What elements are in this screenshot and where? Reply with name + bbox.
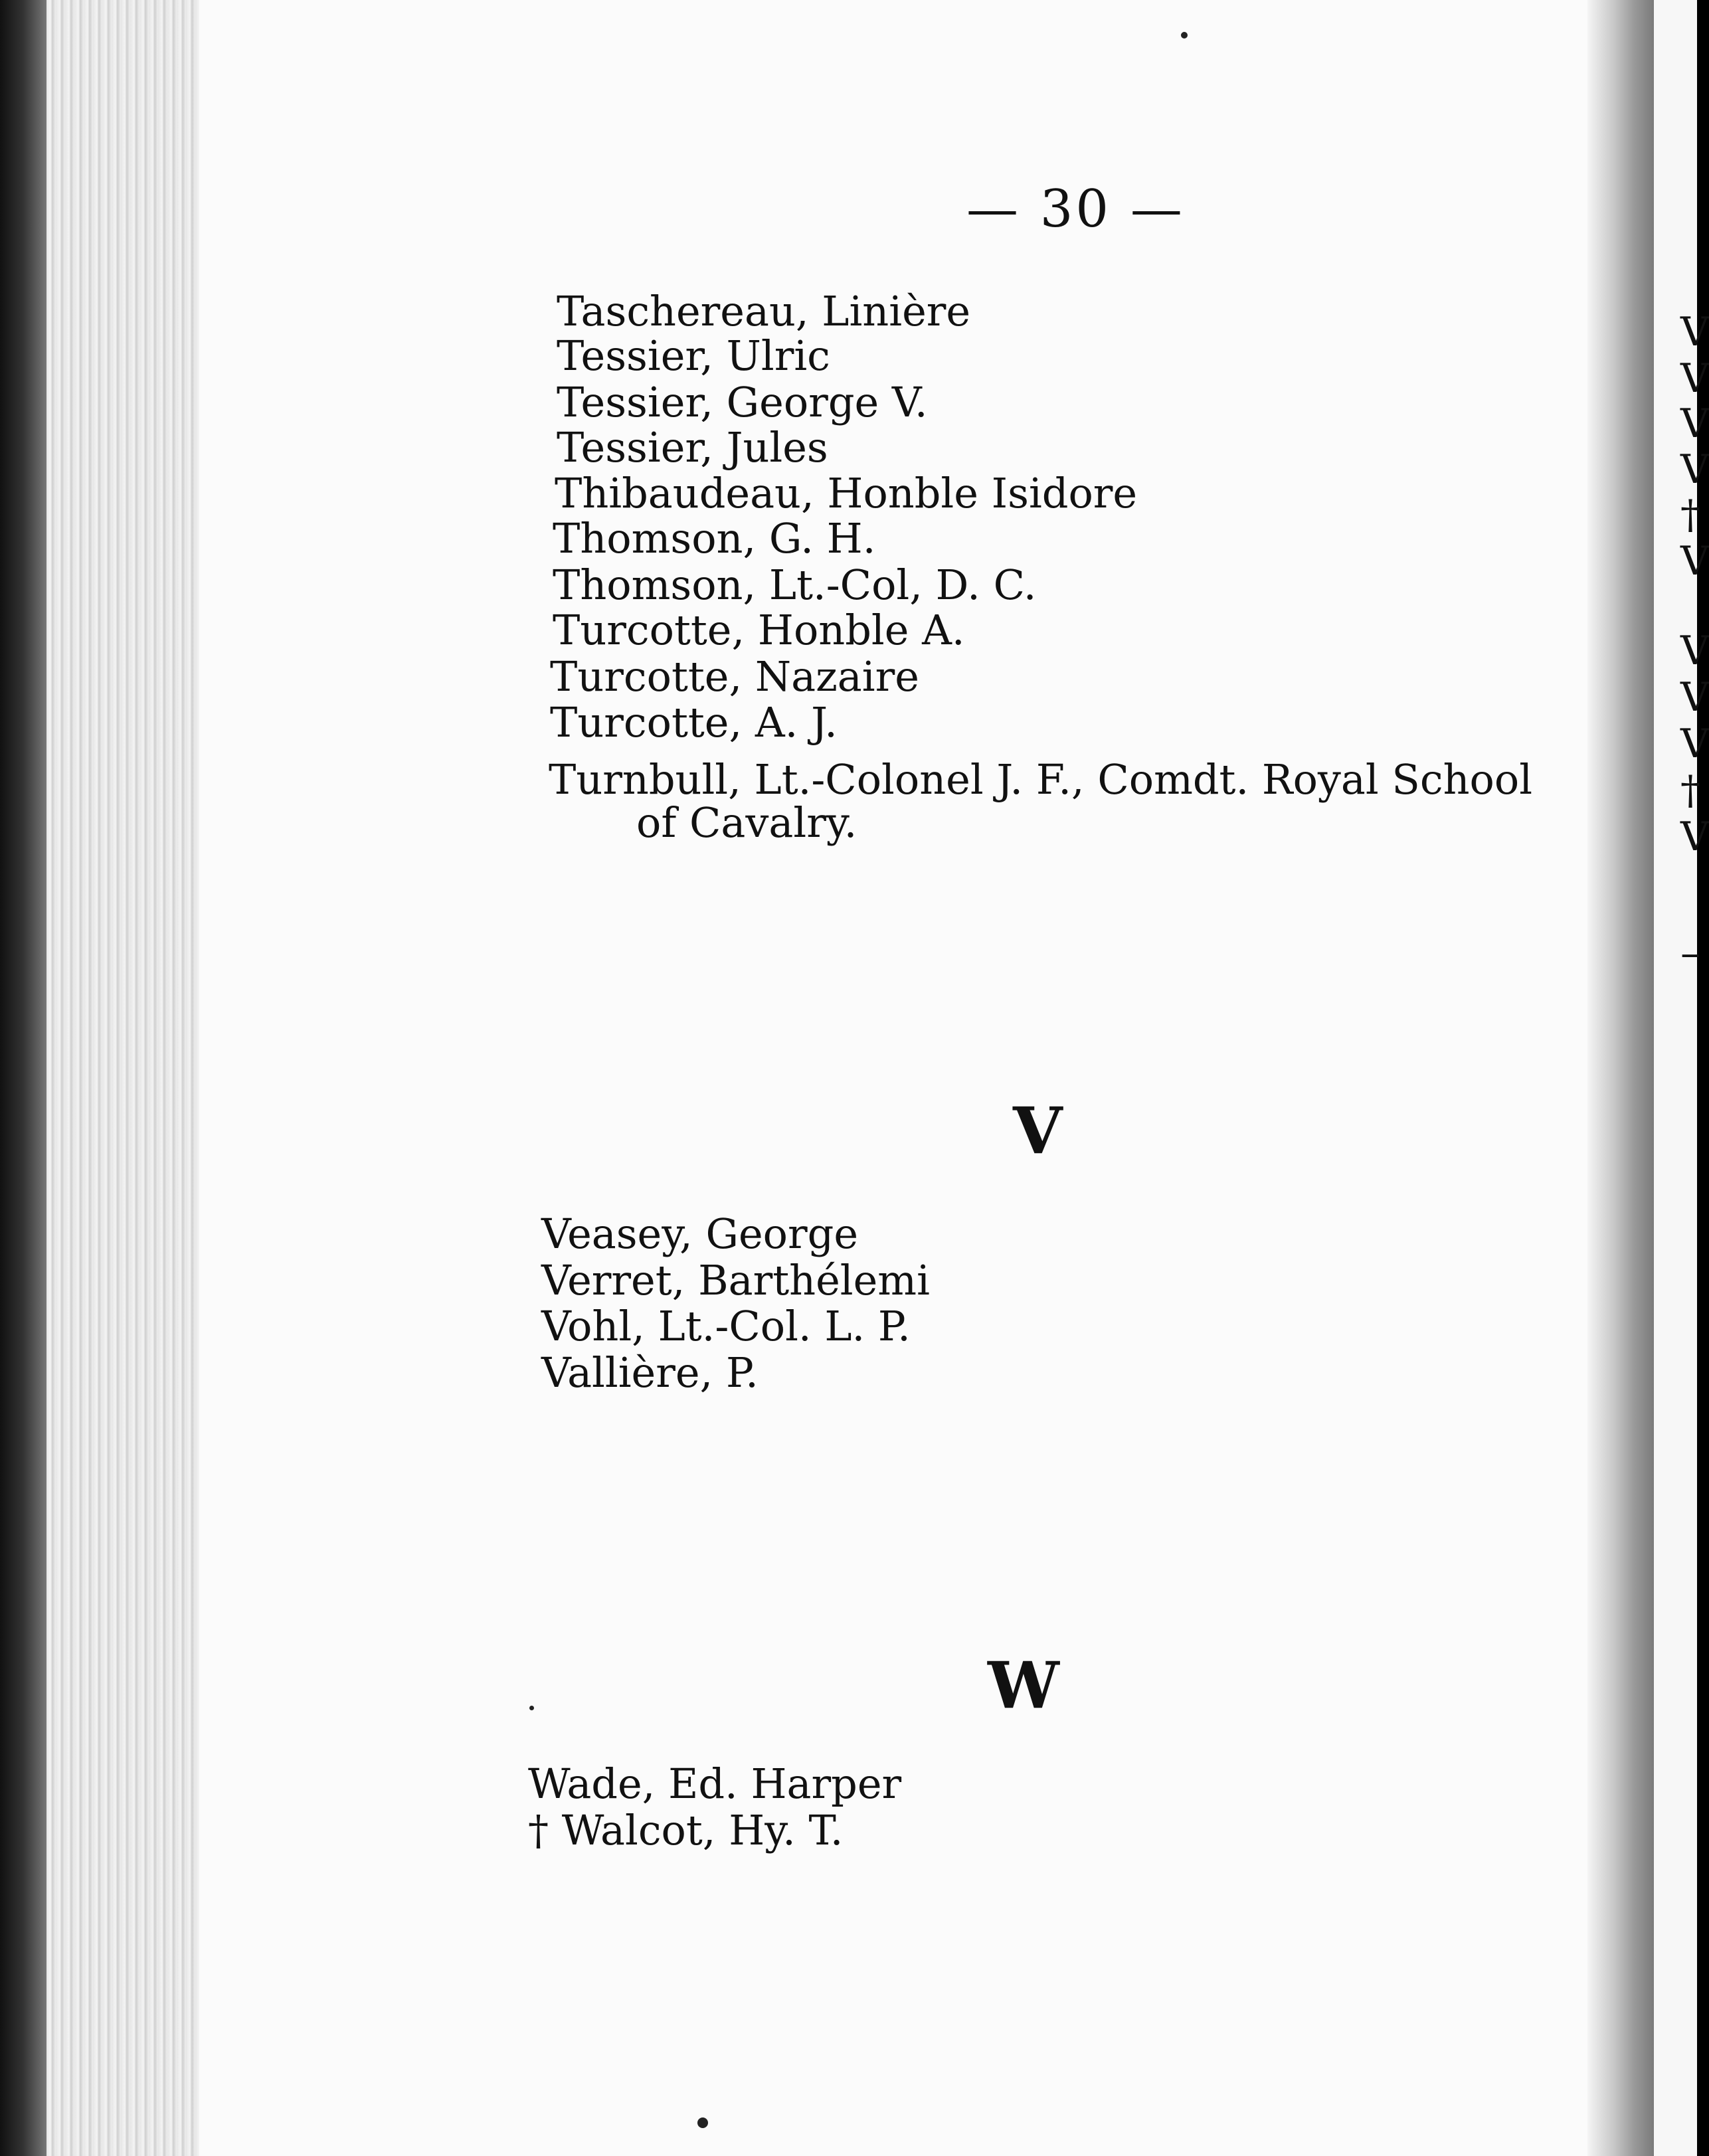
facing-page-fragment: – bbox=[1680, 930, 1700, 976]
list-item: Turcotte, Nazaire bbox=[550, 652, 919, 701]
facing-page-fragment: † bbox=[1680, 492, 1700, 538]
list-item: Verret, Barthélemi bbox=[541, 1256, 930, 1304]
list-item: Wade, Ed. Harper bbox=[528, 1759, 902, 1808]
facing-page-fragment: V bbox=[1680, 446, 1709, 493]
section-heading-v: V bbox=[1013, 1093, 1063, 1168]
list-item: Thibaudeau, Honble Isidore bbox=[555, 469, 1138, 517]
facing-page-fragment: V bbox=[1680, 674, 1709, 721]
list-item: Tessier, Ulric bbox=[557, 331, 830, 380]
facing-page-fragment: V bbox=[1680, 355, 1709, 402]
facing-page-strip bbox=[1654, 0, 1709, 2156]
list-item: Turcotte, Honble A. bbox=[553, 606, 965, 654]
page-number: — 30 — bbox=[966, 179, 1185, 239]
section-heading-w: W bbox=[988, 1648, 1059, 1723]
list-item: Thomson, G. H. bbox=[553, 514, 876, 563]
list-item-continuation: of Cavalry. bbox=[636, 798, 857, 847]
facing-page-fragment: V bbox=[1680, 309, 1709, 355]
book-page-edges bbox=[0, 0, 199, 2156]
list-item: Veasey, George bbox=[541, 1210, 859, 1258]
facing-page-fragment: V bbox=[1680, 721, 1709, 767]
book-gutter-shadow bbox=[1587, 0, 1654, 2156]
list-item: † Walcot, Hy. T. bbox=[528, 1806, 844, 1854]
list-item: Turnbull, Lt.-Colonel J. F., Comdt. Royal School bbox=[549, 755, 1533, 804]
list-item: Turcotte, A. J. bbox=[550, 698, 838, 747]
facing-page-fragment: V bbox=[1680, 814, 1709, 860]
list-item: Tessier, George V. bbox=[557, 378, 928, 426]
list-item: Vohl, Lt.-Col. L. P. bbox=[541, 1302, 911, 1350]
facing-page-fragment: V bbox=[1680, 628, 1709, 674]
facing-page-fragment: † bbox=[1680, 767, 1700, 814]
list-item: Tessier, Jules bbox=[557, 423, 828, 472]
list-item: Vallière, P. bbox=[541, 1348, 759, 1397]
list-item: Taschereau, Linière bbox=[557, 287, 971, 335]
ink-speck bbox=[1181, 32, 1188, 39]
ink-speck bbox=[529, 1706, 534, 1710]
facing-page-fragment: V bbox=[1680, 538, 1709, 584]
facing-page-fragment: V bbox=[1680, 401, 1709, 447]
list-item: Thomson, Lt.-Col, D. C. bbox=[553, 561, 1037, 609]
ink-speck bbox=[697, 2117, 708, 2128]
